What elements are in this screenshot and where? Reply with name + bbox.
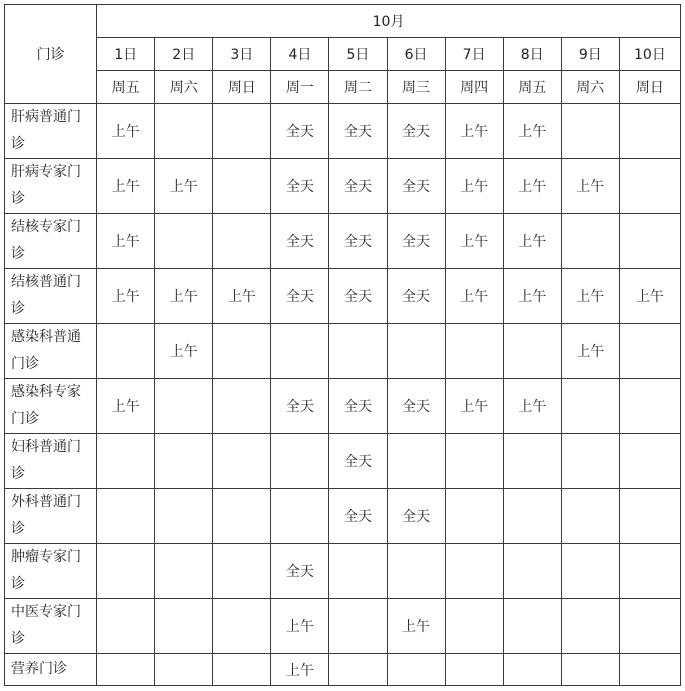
schedule-cell: 上午	[155, 159, 213, 214]
schedule-cell	[561, 489, 619, 544]
schedule-cell	[155, 489, 213, 544]
clinic-row	[5, 434, 681, 489]
schedule-cell	[561, 654, 619, 686]
schedule-cell: 上午	[445, 269, 503, 324]
weekday-header: 周二	[329, 71, 387, 104]
schedule-cell	[213, 489, 271, 544]
schedule-cell	[97, 654, 155, 686]
day-header: 8日	[503, 38, 561, 71]
schedule-cell	[387, 434, 445, 489]
weekday-header: 周日	[619, 71, 680, 104]
schedule-cell	[155, 599, 213, 654]
schedule-cell	[561, 544, 619, 599]
schedule-cell	[329, 324, 387, 379]
schedule-cell: 全天	[271, 159, 329, 214]
schedule-cell	[387, 324, 445, 379]
schedule-cell: 上午	[97, 379, 155, 434]
day-header: 1日	[97, 38, 155, 71]
schedule-cell	[97, 599, 155, 654]
day-header: 9日	[561, 38, 619, 71]
clinic-name: 肿瘤专家门诊	[5, 544, 97, 599]
clinic-name: 肝病普通门诊	[5, 104, 97, 159]
clinic-row	[5, 379, 681, 434]
schedule-cell	[97, 434, 155, 489]
schedule-cell: 全天	[271, 269, 329, 324]
schedule-cell: 全天	[387, 214, 445, 269]
clinic-name: 结核专家门诊	[5, 214, 97, 269]
schedule-cell	[561, 214, 619, 269]
schedule-cell	[213, 544, 271, 599]
schedule-cell	[619, 434, 680, 489]
clinic-name: 营养门诊	[5, 654, 97, 686]
schedule-cell: 全天	[329, 214, 387, 269]
clinic-row	[5, 489, 681, 544]
schedule-cell	[155, 379, 213, 434]
day-header: 5日	[329, 38, 387, 71]
day-header: 2日	[155, 38, 213, 71]
schedule-cell: 全天	[329, 269, 387, 324]
schedule-cell	[271, 324, 329, 379]
schedule-cell	[619, 654, 680, 686]
weekday-header: 周六	[561, 71, 619, 104]
clinic-name: 肝病专家门诊	[5, 159, 97, 214]
schedule-cell	[155, 104, 213, 159]
schedule-cell	[213, 599, 271, 654]
schedule-cell: 上午	[97, 269, 155, 324]
schedule-cell	[561, 599, 619, 654]
schedule-cell	[213, 214, 271, 269]
schedule-cell	[503, 434, 561, 489]
schedule-cell	[619, 324, 680, 379]
schedule-cell	[155, 654, 213, 686]
schedule-cell: 全天	[329, 489, 387, 544]
day-header-row	[5, 38, 681, 71]
schedule-cell: 全天	[387, 489, 445, 544]
schedule-cell	[271, 489, 329, 544]
clinic-name: 结核普通门诊	[5, 269, 97, 324]
schedule-cell: 全天	[271, 214, 329, 269]
schedule-cell	[619, 159, 680, 214]
clinic-row	[5, 104, 681, 159]
clinic-row	[5, 324, 681, 379]
schedule-cell: 上午	[503, 214, 561, 269]
schedule-cell	[445, 434, 503, 489]
schedule-cell: 全天	[271, 544, 329, 599]
clinic-row	[5, 654, 681, 686]
weekday-header: 周五	[97, 71, 155, 104]
weekday-header-row	[5, 71, 681, 104]
month-header-row	[5, 5, 681, 38]
weekday-header: 周五	[503, 71, 561, 104]
clinic-name: 妇科普通门诊	[5, 434, 97, 489]
schedule-cell: 全天	[387, 104, 445, 159]
month-header: 10月	[97, 5, 681, 38]
clinic-name: 中医专家门诊	[5, 599, 97, 654]
schedule-cell	[503, 489, 561, 544]
schedule-cell: 上午	[271, 599, 329, 654]
schedule-cell: 上午	[97, 214, 155, 269]
schedule-cell	[619, 489, 680, 544]
schedule-cell	[561, 379, 619, 434]
schedule-cell	[213, 379, 271, 434]
clinic-row	[5, 269, 681, 324]
schedule-cell: 上午	[561, 324, 619, 379]
schedule-cell	[329, 544, 387, 599]
schedule-cell: 全天	[387, 379, 445, 434]
schedule-cell: 上午	[97, 104, 155, 159]
schedule-cell: 上午	[503, 379, 561, 434]
weekday-header: 周四	[445, 71, 503, 104]
schedule-cell	[445, 324, 503, 379]
schedule-cell	[445, 489, 503, 544]
clinic-schedule-table	[4, 4, 681, 686]
schedule-cell	[213, 104, 271, 159]
schedule-cell: 全天	[329, 159, 387, 214]
schedule-cell	[387, 544, 445, 599]
schedule-cell: 上午	[445, 379, 503, 434]
schedule-cell: 全天	[329, 434, 387, 489]
schedule-cell	[97, 489, 155, 544]
day-header: 3日	[213, 38, 271, 71]
schedule-cell: 上午	[619, 269, 680, 324]
schedule-cell	[619, 104, 680, 159]
weekday-header: 周一	[271, 71, 329, 104]
schedule-cell	[155, 544, 213, 599]
schedule-cell: 全天	[387, 159, 445, 214]
schedule-cell	[97, 544, 155, 599]
schedule-cell	[503, 544, 561, 599]
schedule-cell	[619, 214, 680, 269]
schedule-cell: 上午	[387, 599, 445, 654]
day-header: 6日	[387, 38, 445, 71]
schedule-cell: 上午	[97, 159, 155, 214]
schedule-cell: 上午	[445, 104, 503, 159]
schedule-cell	[619, 599, 680, 654]
schedule-cell	[213, 654, 271, 686]
schedule-cell	[503, 654, 561, 686]
schedule-cell: 上午	[155, 269, 213, 324]
day-header: 4日	[271, 38, 329, 71]
schedule-cell	[213, 434, 271, 489]
schedule-cell: 上午	[561, 159, 619, 214]
day-header: 7日	[445, 38, 503, 71]
schedule-cell	[97, 324, 155, 379]
schedule-cell	[445, 544, 503, 599]
schedule-cell: 全天	[329, 104, 387, 159]
clinic-row	[5, 599, 681, 654]
day-header: 10日	[619, 38, 680, 71]
weekday-header: 周日	[213, 71, 271, 104]
schedule-cell	[619, 379, 680, 434]
schedule-cell	[329, 599, 387, 654]
schedule-cell: 上午	[503, 269, 561, 324]
clinic-name: 感染科普通门诊	[5, 324, 97, 379]
schedule-cell	[155, 214, 213, 269]
clinic-row	[5, 544, 681, 599]
schedule-cell	[445, 599, 503, 654]
schedule-cell	[329, 654, 387, 686]
schedule-cell	[503, 599, 561, 654]
weekday-header: 周三	[387, 71, 445, 104]
schedule-cell: 上午	[503, 159, 561, 214]
schedule-cell	[155, 434, 213, 489]
schedule-cell: 上午	[503, 104, 561, 159]
clinic-row	[5, 214, 681, 269]
clinic-name: 感染科专家门诊	[5, 379, 97, 434]
schedule-cell	[387, 654, 445, 686]
schedule-cell	[561, 434, 619, 489]
schedule-cell: 上午	[445, 159, 503, 214]
schedule-cell: 上午	[561, 269, 619, 324]
clinic-row	[5, 159, 681, 214]
schedule-cell: 全天	[387, 269, 445, 324]
schedule-cell: 上午	[155, 324, 213, 379]
schedule-cell	[271, 434, 329, 489]
clinic-name: 外科普通门诊	[5, 489, 97, 544]
weekday-header: 周六	[155, 71, 213, 104]
schedule-cell	[445, 654, 503, 686]
schedule-cell: 上午	[445, 214, 503, 269]
schedule-cell: 上午	[213, 269, 271, 324]
schedule-cell: 全天	[271, 104, 329, 159]
schedule-cell: 全天	[329, 379, 387, 434]
schedule-cell	[213, 324, 271, 379]
schedule-cell	[213, 159, 271, 214]
clinic-column-header: 门诊	[5, 5, 97, 104]
schedule-cell	[619, 544, 680, 599]
schedule-cell	[561, 104, 619, 159]
schedule-cell: 全天	[271, 379, 329, 434]
schedule-cell: 上午	[271, 654, 329, 686]
schedule-cell	[503, 324, 561, 379]
